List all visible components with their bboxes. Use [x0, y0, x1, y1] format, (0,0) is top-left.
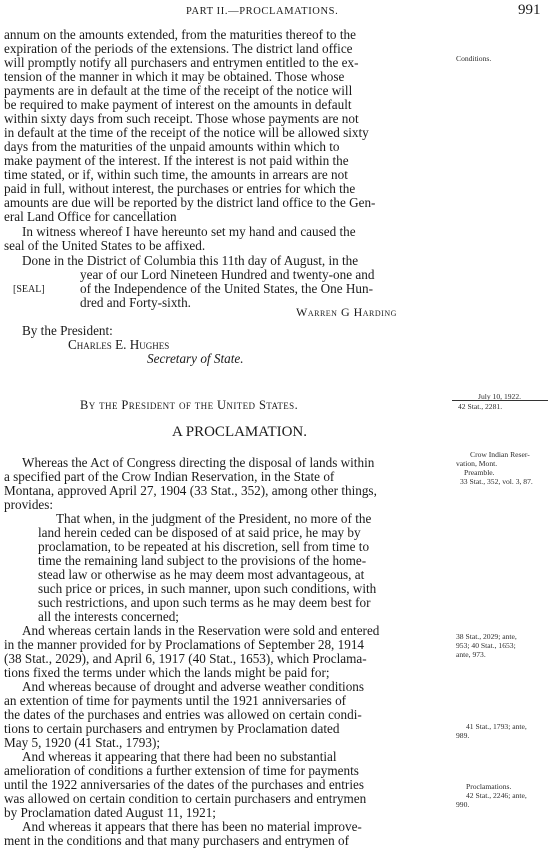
margin-rule: [452, 400, 548, 401]
text-line: be required to make payment of interest on the amounts in default: [4, 97, 352, 112]
text-line: within sixty days from such receipt. Those whose payments are not: [4, 111, 359, 126]
text-line: will promptly notify all purchasers and entrymen entitled to the ex-: [4, 55, 359, 70]
text-line: seal of the United States to be affixed.: [4, 238, 206, 253]
margin-line: 953; 40 Stat., 1653;: [456, 641, 516, 650]
text-line: amounts are due will be reported by the district land office to the Gen-: [4, 195, 376, 210]
margin-line: Preamble.: [464, 468, 495, 477]
text-line: expiration of the periods of the extensions. The district land office: [4, 41, 353, 56]
text-line: And whereas it appearing that there had been no substantial: [22, 749, 337, 764]
text-line: Montana, approved April 27, 1904 (33 Stat., 352), among other things,: [4, 483, 377, 498]
margin-line: Crow Indian Reser-: [470, 450, 530, 459]
text-line: And whereas because of drought and adverse weather conditions: [22, 679, 365, 694]
president-signature: Warren G Harding: [296, 305, 397, 319]
proclamation-heading: A PROCLAMATION.: [172, 424, 308, 440]
text-line: In witness whereof I have hereunto set my hand and caused the: [22, 224, 356, 239]
quoted-line: That when, in the judgment of the President, no more of the: [56, 511, 372, 526]
margin-line: 38 Stat., 2029; ante,: [456, 632, 517, 641]
text-line: tions to certain purchasers and entrymen by Proclamation dated: [4, 721, 340, 736]
quoted-line: land herein ceded can be disposed of at said price, he may by: [38, 525, 361, 540]
text-line: until the 1922 anniversaries of the dates of the purchases and entries: [4, 777, 364, 792]
text-line: a specified part of the Crow Indian Reservation, in the State of: [4, 469, 335, 484]
secretary-title: Secretary of State.: [147, 351, 244, 366]
text-line: by Proclamation dated August 11, 1921;: [4, 805, 216, 820]
text-line: May 5, 1920 (41 Stat., 1793);: [4, 735, 161, 750]
quoted-line: such restrictions, and upon such terms as he may deem best for: [38, 595, 371, 610]
by-president-line: By the President:: [22, 323, 113, 338]
margin-line: 42 Stat., 2246; ante,: [466, 791, 527, 800]
running-header: [0, 2, 558, 24]
text-line: And whereas certain lands in the Reservation were sold and entered: [22, 623, 380, 638]
secretary-name: Charles E. Hughes: [68, 337, 170, 352]
margin-line: 989.: [456, 731, 470, 740]
quoted-line: stead law or otherwise as he may deem most advantageous, at: [38, 567, 365, 582]
text-line: ment in the conditions and that many purchasers and entrymen of: [4, 833, 349, 848]
text-line: time stated, or if, within such time, the amounts in arrears are not: [4, 167, 348, 182]
text-line: provides:: [4, 497, 54, 512]
text-line: tions fixed the terms under which the lands might be paid for;: [4, 665, 330, 680]
text-line: And whereas it appears that there has been no material improve-: [22, 819, 362, 834]
text-line: amelioration of conditions a further extension of time for payments: [4, 763, 359, 778]
quoted-line: such price or prices, in such manner, upon such conditions, with: [38, 581, 377, 596]
text-line: of the Independence of the United States, the One Hun-: [80, 281, 373, 296]
text-line: (38 Stat., 2029), and April 6, 1917 (40 Stat., 1653), which Proclama-: [4, 651, 367, 666]
text-line: make payment of the interest. If the interest is not paid within the: [4, 153, 349, 168]
margin-line: 33 Stat., 352, vol. 3, 87.: [460, 477, 533, 486]
text-line: paid in full, without interest, the purchases or entries for which the: [4, 181, 356, 196]
page-number: 991: [518, 2, 541, 18]
text-line: the dates of the purchases and entries was allowed on certain condi-: [4, 707, 362, 722]
text-line: days from the maturities of the unpaid amounts within which to: [4, 139, 340, 154]
margin-date: July 10, 1922.: [478, 392, 522, 401]
text-line: was allowed on certain condition to certain purchasers and entrymen: [4, 791, 367, 806]
margin-note-conditions: Conditions.: [456, 54, 492, 63]
text-line: Whereas the Act of Congress directing the disposal of lands within: [22, 455, 375, 470]
margin-stat-ref: 42 Stat., 2281.: [458, 402, 503, 411]
text-line: in the manner provided for by Proclamations of September 28, 1914: [4, 637, 365, 652]
by-president-heading: By the President of the United States.: [80, 398, 299, 412]
text-line: Done in the District of Columbia this 11th day of August, in the: [22, 253, 359, 268]
text-line: in default at the time of the receipt of the notice will be allowed sixty: [4, 125, 369, 140]
margin-line: vation, Mont.: [456, 459, 498, 468]
text-line: annum on the amounts extended, from the maturities thereof to the: [4, 27, 356, 42]
quoted-line: time the remaining land subject to the provisions of the home-: [38, 553, 367, 568]
margin-line: Proclamations.: [466, 782, 512, 791]
margin-line: ante, 973.: [456, 650, 486, 659]
text-line: tension of the manner in which it may be obtained. Those whose: [4, 69, 345, 84]
text-line: an extention of time for payments until the 1921 anniversaries of: [4, 693, 347, 708]
text-line: payments are in default at the time of the receipt of the notice will: [4, 83, 353, 98]
text-line: eral Land Office for cancellation: [4, 209, 177, 224]
quoted-line: proclamation, to be repeated at his discretion, sell from time to: [38, 539, 370, 554]
text-line: year of our Lord Nineteen Hundred and twenty-one and: [80, 267, 375, 282]
quoted-line: all the interests concerned;: [38, 609, 179, 624]
margin-line: 41 Stat., 1793; ante,: [466, 722, 527, 731]
seal-label: [SEAL]: [13, 284, 45, 295]
margin-line: 990.: [456, 800, 470, 809]
header-title: PART II.—PROCLAMATIONS.: [186, 6, 339, 17]
text-line: dred and Forty-sixth.: [80, 295, 191, 310]
